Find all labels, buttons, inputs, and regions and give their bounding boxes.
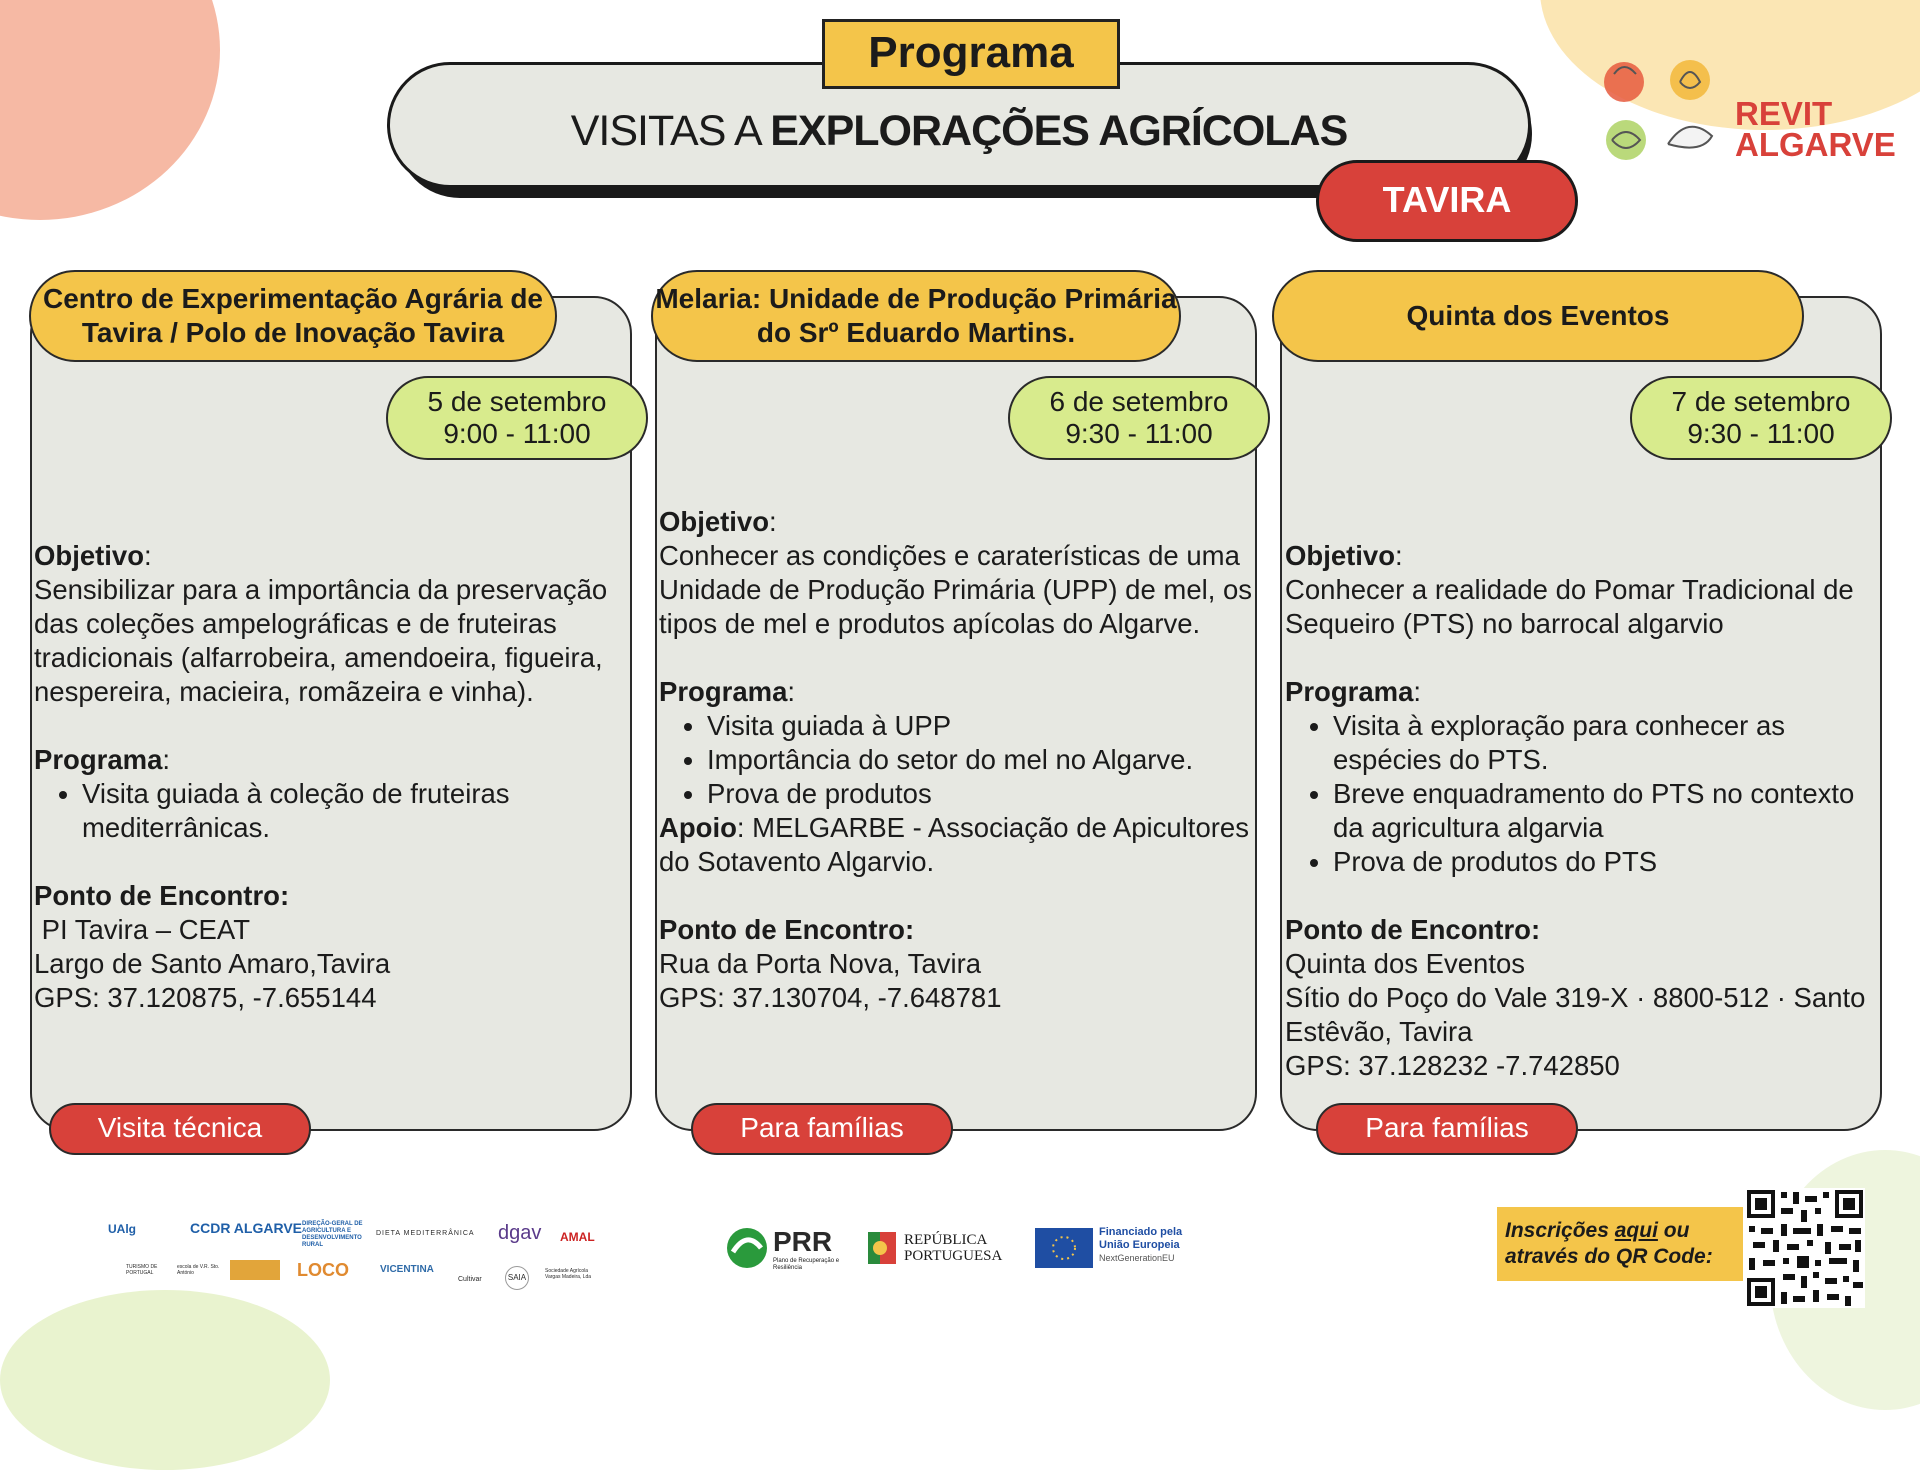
program-item: • Importância do setor do mel no Algarve. (707, 743, 1259, 777)
meeting-line: Rua da Porta Nova, Tavira (659, 948, 982, 979)
support-label: Apoio (659, 812, 737, 843)
date-pill (1630, 376, 1892, 460)
sponsor-ccdr: CCDR ALGARVE (190, 1220, 303, 1236)
meeting-line: Sítio do Poço do Vale 319-X · 8800-512 · Santo Estêvão, Tavira (1285, 982, 1866, 1047)
meeting-line: Largo de Santo Amaro,Tavira (34, 948, 391, 979)
prr-subtitle: Plano de Recuperação e Resiliência (773, 1258, 840, 1271)
registration-prefix: Inscrições (1505, 1219, 1615, 1242)
objective-label: Objetivo (34, 540, 145, 571)
meeting-label: Ponto de Encontro: (659, 914, 915, 945)
programa-label: Programa (822, 19, 1120, 89)
eu-logo (1035, 1226, 1195, 1270)
republica-logo (868, 1224, 1018, 1274)
card-body: Objetivo: Conhecer a realidade do Pomar Tradicional de Sequeiro (PTS) no barrocal algarvio Programa: • Visita à exploração para conhecer as espécies do PTS. • Breve enquadramento do PTS no contexto da agricultura algarvia • Prova de produtos do PTS Ponto de Encontro: Quinta dos Eventos Sítio do Poço do Vale 319-X · 8800-512 · Santo Estêvão, Tavira GPS: 37.128232 -7.742850 (1285, 539, 1885, 1083)
republica-text: REPÚBLICA PORTUGUESA (904, 1232, 1003, 1264)
date-pill (1008, 376, 1270, 460)
logo-line2: ALGARVE (1735, 126, 1896, 163)
registration-suffix: ou através do QR Code: (1505, 1219, 1713, 1268)
title-bold: EXPLORAÇÕES AGRÍCOLAS (770, 107, 1348, 155)
sponsor-ualg: UAlg (108, 1222, 136, 1236)
sponsor-turismo: TURISMO DE PORTUGAL (126, 1264, 158, 1276)
objective-text: Conhecer a realidade do Pomar Tradicional de Sequeiro (PTS) no barrocal algarvio (1285, 574, 1854, 639)
objective-label: Objetivo (1285, 540, 1396, 571)
registration-link[interactable]: aqui (1614, 1219, 1658, 1242)
program-item: • Visita guiada à coleção de fruteiras mediterrânicas. (82, 777, 634, 845)
objective-text: Conhecer as condições e caraterísticas de uma Unidade de Produção Primária (UPP) de mel, os tipos de mel e produtos apícolas do Algarve. (659, 540, 1253, 639)
program-label: Programa (1285, 676, 1414, 707)
decor-blob-bottom-left (0, 1290, 330, 1470)
card-title: Quinta dos Eventos (1272, 270, 1804, 362)
portugal-flag-icon (868, 1228, 898, 1268)
sponsor-loco: LOCO (297, 1260, 349, 1280)
meeting-label: Ponto de Encontro: (1285, 914, 1541, 945)
sponsor-dgadr: DIREÇÃO-GERAL DE AGRICULTURA E DESENVOLVIMENTO RURAL (302, 1221, 363, 1248)
qr-code-icon[interactable] (1745, 1188, 1865, 1308)
sponsor-vargas: Sociedade Agrícola Vargas Madeira, Lda (545, 1268, 592, 1280)
tag-visita-tecnica: Visita técnica (49, 1103, 311, 1155)
program-label: Programa (34, 744, 163, 775)
sponsor-vicentina: VICENTINA (380, 1264, 434, 1275)
card-body: Objetivo: Sensibilizar para a importância da preservação das coleções ampelográficas e de fruteiras tradicionais (alfarrobeira, amendoeira, figueira, nespereira, macieira, romãzeira e vinha). Programa: • Visita guiada à coleção de fruteiras mediterrânicas. Ponto de Encontro: PI Tavira – CEAT Largo de Santo Amaro,Tavira GPS: 37.120875, -7.655144 (34, 539, 634, 1015)
decor-blob-top-left (0, 0, 220, 220)
program-item: • Visita à exploração para conhecer as espécies do PTS. (1333, 709, 1885, 777)
card-title: Centro de Experimentação Agrária de Tavira / Polo de Inovação Tavira (29, 270, 557, 362)
meeting-line: PI Tavira – CEAT (34, 914, 250, 945)
visit-date: 5 de setembro (427, 386, 607, 417)
visit-date: 7 de setembro (1671, 386, 1851, 417)
card-body: Objetivo: Conhecer as condições e caraterísticas de uma Unidade de Produção Primária (UPP) de mel, os tipos de mel e produtos apícolas do Algarve. Programa: • Visita guiada à UPP • Importância do setor do mel no Algarve. • Prova de produtos Apoio: MELGARBE - Associação de Apicultores do Sotavento Algarvio. Ponto de Encontro: Rua da Porta Nova, Tavira GPS: 37.130704, -7.648781 (659, 505, 1259, 1015)
logo-line1: REVIT (1735, 95, 1833, 132)
location-badge: TAVIRA (1316, 160, 1578, 242)
eu-line1: Financiado pela (1099, 1226, 1183, 1238)
program-item: • Breve enquadramento do PTS no contexto da agricultura algarvia (1333, 777, 1885, 845)
sponsor-amal: AMAL (560, 1230, 595, 1244)
program-list (659, 709, 1259, 811)
title-light: VISITAS A (570, 107, 771, 155)
prr-emblem-icon (725, 1226, 769, 1270)
prr-name: PRR (773, 1226, 833, 1257)
sponsor-saia: SAIA (505, 1266, 529, 1290)
meeting-line: GPS: 37.128232 -7.742850 (1285, 1050, 1620, 1081)
visit-time: 9:30 - 11:00 (1065, 418, 1213, 449)
meeting-label: Ponto de Encontro: (34, 880, 290, 911)
sponsor-dieta: DIETA MEDITERRÂNICA (376, 1230, 475, 1237)
card-title: Melaria: Unidade de Produção Primária do Srº Eduardo Martins. (651, 270, 1181, 362)
program-list (34, 777, 634, 845)
sponsor-cultivar: Cultivar (458, 1276, 482, 1283)
revit-algarve-logo (1590, 52, 1896, 172)
fruit-icons (1590, 52, 1730, 172)
eu-line2: União Europeia (1099, 1239, 1180, 1251)
date-pill (386, 376, 648, 460)
objective-label: Objetivo (659, 506, 770, 537)
sponsor-dgav: dgav (498, 1222, 542, 1244)
sponsor-escola: escola de V.R. Sto. António (177, 1264, 220, 1276)
program-item: • Prova de produtos (707, 777, 1259, 811)
registration-box (1497, 1207, 1743, 1281)
meeting-line: GPS: 37.120875, -7.655144 (34, 982, 377, 1013)
visit-time: 9:00 - 11:00 (443, 418, 591, 449)
objective-text: Sensibilizar para a importância da preservação das coleções ampelográficas e de fruteiras tradicionais (alfarrobeira, amendoeira, figueira, nespereira, macieira, romãzeira e vinha). (34, 574, 608, 707)
eu-line3: NextGenerationEU (1099, 1253, 1175, 1263)
meeting-line: Quinta dos Eventos (1285, 948, 1526, 979)
prr-logo (725, 1224, 865, 1274)
sponsor-image (230, 1260, 280, 1280)
eu-flag-icon (1035, 1228, 1093, 1268)
program-label: Programa (659, 676, 788, 707)
tag-para-familias: Para famílias (691, 1103, 953, 1155)
program-list (1285, 709, 1885, 879)
support-text: : MELGARBE - Associação de Apicultores do Sotavento Algarvio. (659, 812, 1249, 877)
visit-date: 6 de setembro (1049, 386, 1229, 417)
program-item: • Visita guiada à UPP (707, 709, 1259, 743)
program-item: • Prova de produtos do PTS (1333, 845, 1885, 879)
tag-para-familias: Para famílias (1316, 1103, 1578, 1155)
visit-time: 9:30 - 11:00 (1687, 418, 1835, 449)
meeting-line: GPS: 37.130704, -7.648781 (659, 982, 1002, 1013)
